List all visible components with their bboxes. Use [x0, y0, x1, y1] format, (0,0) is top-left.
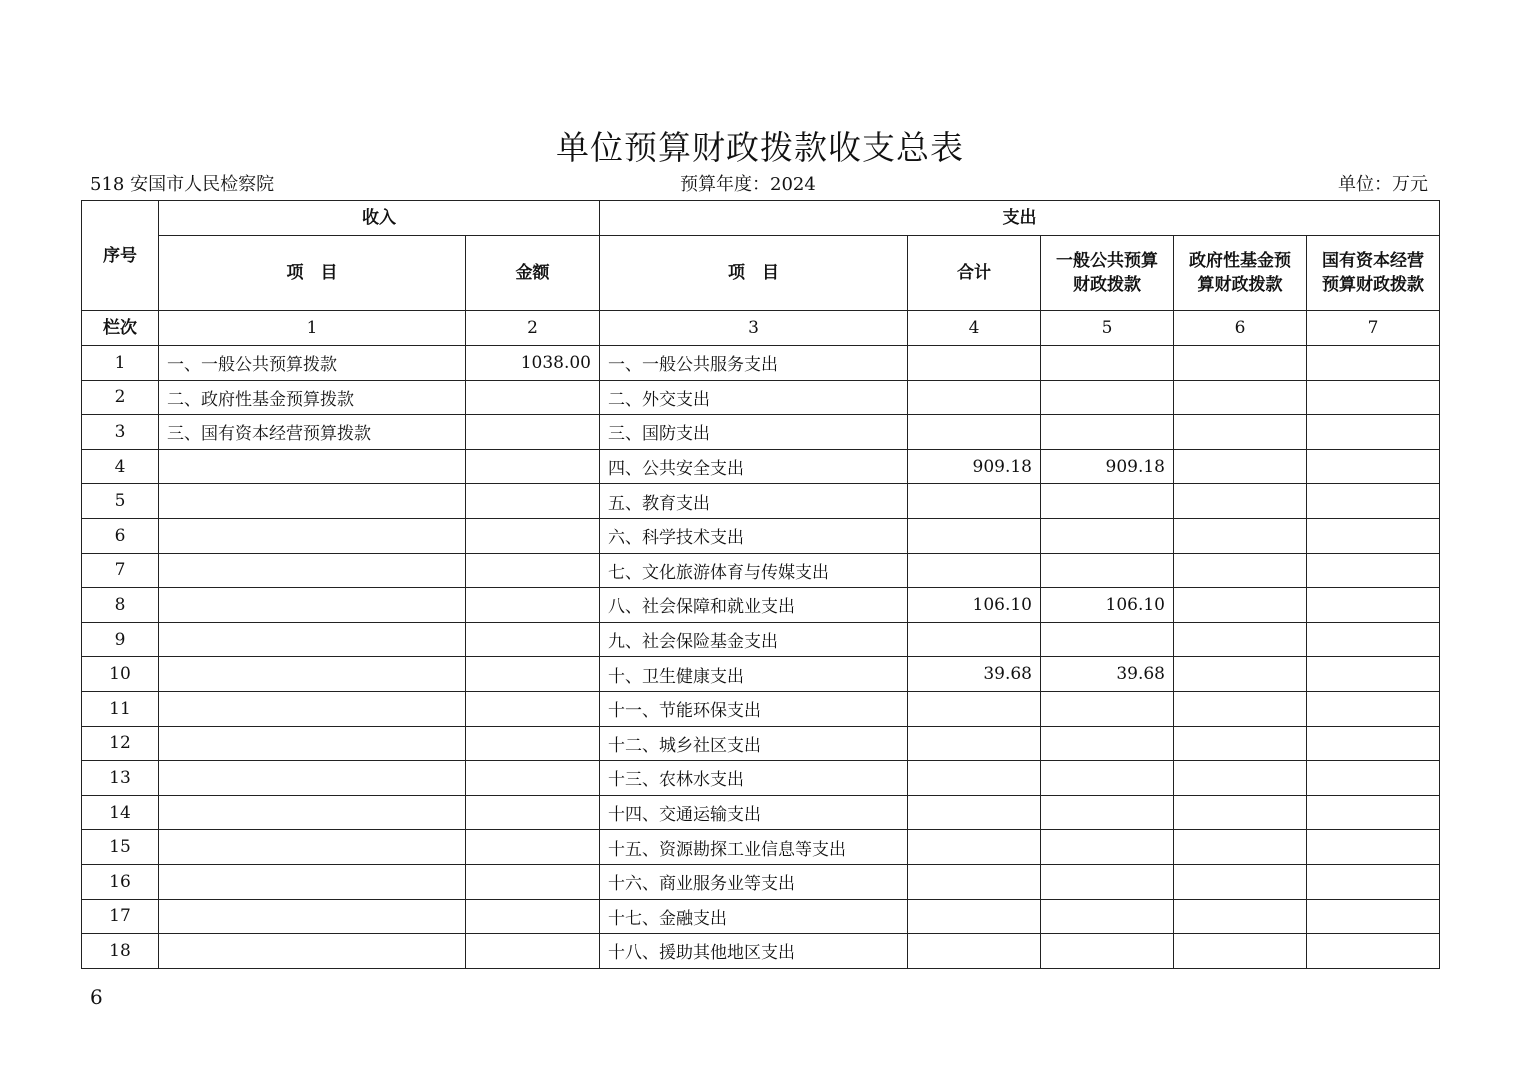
cell-gov-fund: [1174, 726, 1307, 761]
cell-income-amount: [466, 761, 600, 796]
cell-state-capital: [1307, 518, 1440, 553]
cell-state-capital: [1307, 691, 1440, 726]
cell-income-amount: [466, 899, 600, 934]
page-number: 6: [90, 985, 103, 1009]
cell-gov-fund: [1174, 934, 1307, 969]
cell-expense-item: 十七、金融支出: [600, 899, 908, 934]
budget-year: 预算年度：2024: [680, 174, 816, 195]
cell-total: [908, 415, 1041, 450]
cell-total: [908, 899, 1041, 934]
cell-income-item: 二、政府性基金预算拨款: [159, 380, 466, 415]
cell-expense-item: 三、国防支出: [600, 415, 908, 450]
column-index-2: 2: [466, 311, 600, 346]
cell-income-item: [159, 588, 466, 623]
cell-state-capital: [1307, 588, 1440, 623]
cell-gov-fund: [1174, 518, 1307, 553]
cell-seq: 3: [82, 415, 159, 450]
cell-general: 39.68: [1041, 657, 1174, 692]
budget-table: [81, 200, 1440, 969]
header-general: 一般公共预算财政拨款: [1041, 236, 1174, 311]
column-index-1: 1: [159, 311, 466, 346]
header-income-item: 项 目: [159, 236, 466, 311]
cell-general: 106.10: [1041, 588, 1174, 623]
cell-gov-fund: [1174, 899, 1307, 934]
cell-expense-item: 十三、农林水支出: [600, 761, 908, 796]
cell-seq: 11: [82, 691, 159, 726]
table-row: [82, 415, 1440, 450]
cell-state-capital: [1307, 934, 1440, 969]
cell-seq: 8: [82, 588, 159, 623]
cell-seq: 10: [82, 657, 159, 692]
cell-total: [908, 864, 1041, 899]
cell-seq: 16: [82, 864, 159, 899]
currency-unit: 单位：万元: [1338, 174, 1428, 195]
cell-income-item: [159, 830, 466, 865]
cell-general: [1041, 484, 1174, 519]
cell-general: [1041, 622, 1174, 657]
cell-gov-fund: [1174, 346, 1307, 381]
cell-general: 909.18: [1041, 449, 1174, 484]
cell-expense-item: 十一、节能环保支出: [600, 691, 908, 726]
cell-seq: 2: [82, 380, 159, 415]
cell-state-capital: [1307, 380, 1440, 415]
cell-gov-fund: [1174, 761, 1307, 796]
cell-gov-fund: [1174, 449, 1307, 484]
cell-income-item: [159, 622, 466, 657]
cell-state-capital: [1307, 415, 1440, 450]
table-row: [82, 449, 1440, 484]
cell-general: [1041, 553, 1174, 588]
cell-income-item: 三、国有资本经营预算拨款: [159, 415, 466, 450]
table-row: [82, 588, 1440, 623]
cell-general: [1041, 934, 1174, 969]
cell-expense-item: 六、科学技术支出: [600, 518, 908, 553]
header-expense: 支出: [600, 201, 1440, 236]
page-title: 单位预算财政拨款收支总表: [556, 128, 964, 167]
cell-income-item: [159, 518, 466, 553]
cell-income-amount: [466, 830, 600, 865]
cell-gov-fund: [1174, 657, 1307, 692]
cell-seq: 4: [82, 449, 159, 484]
unit-name: 518 安国市人民检察院: [90, 174, 275, 195]
cell-income-item: [159, 864, 466, 899]
cell-income-item: [159, 795, 466, 830]
header-state-capital: 国有资本经营预算财政拨款: [1307, 236, 1440, 311]
cell-general: [1041, 380, 1174, 415]
cell-gov-fund: [1174, 864, 1307, 899]
cell-expense-item: 十、卫生健康支出: [600, 657, 908, 692]
cell-expense-item: 二、外交支出: [600, 380, 908, 415]
cell-expense-item: 十六、商业服务业等支出: [600, 864, 908, 899]
table-row: [82, 380, 1440, 415]
cell-expense-item: 七、文化旅游体育与传媒支出: [600, 553, 908, 588]
cell-seq: 1: [82, 346, 159, 381]
cell-total: [908, 380, 1041, 415]
cell-expense-item: 十八、援助其他地区支出: [600, 934, 908, 969]
table-row: [82, 830, 1440, 865]
cell-income-item: [159, 449, 466, 484]
cell-state-capital: [1307, 795, 1440, 830]
cell-income-amount: [466, 657, 600, 692]
cell-seq: 5: [82, 484, 159, 519]
cell-total: [908, 518, 1041, 553]
cell-income-amount: [466, 553, 600, 588]
cell-state-capital: [1307, 864, 1440, 899]
cell-state-capital: [1307, 899, 1440, 934]
cell-income-amount: [466, 415, 600, 450]
cell-state-capital: [1307, 484, 1440, 519]
cell-gov-fund: [1174, 588, 1307, 623]
cell-state-capital: [1307, 657, 1440, 692]
cell-general: [1041, 795, 1174, 830]
cell-total: [908, 691, 1041, 726]
cell-general: [1041, 761, 1174, 796]
cell-income-amount: [466, 484, 600, 519]
cell-income-item: 一、一般公共预算拨款: [159, 346, 466, 381]
cell-income-amount: [466, 449, 600, 484]
cell-income-amount: [466, 588, 600, 623]
cell-gov-fund: [1174, 553, 1307, 588]
table-body: [82, 346, 1440, 969]
cell-gov-fund: [1174, 795, 1307, 830]
column-index-4: 4: [908, 311, 1041, 346]
cell-seq: 7: [82, 553, 159, 588]
cell-total: [908, 346, 1041, 381]
table-row: [82, 761, 1440, 796]
table-row: [82, 795, 1440, 830]
cell-seq: 18: [82, 934, 159, 969]
cell-income-item: [159, 899, 466, 934]
cell-state-capital: [1307, 449, 1440, 484]
cell-total: [908, 553, 1041, 588]
cell-total: [908, 761, 1041, 796]
cell-total: [908, 795, 1041, 830]
cell-seq: 15: [82, 830, 159, 865]
cell-income-item: [159, 934, 466, 969]
cell-expense-item: 十五、资源勘探工业信息等支出: [600, 830, 908, 865]
cell-state-capital: [1307, 761, 1440, 796]
cell-general: [1041, 899, 1174, 934]
cell-expense-item: 十四、交通运输支出: [600, 795, 908, 830]
table-row: [82, 934, 1440, 969]
cell-income-amount: [466, 934, 600, 969]
header-seq: 序号: [82, 201, 159, 311]
cell-total: 39.68: [908, 657, 1041, 692]
cell-state-capital: [1307, 553, 1440, 588]
table-row: [82, 622, 1440, 657]
cell-income-item: [159, 691, 466, 726]
cell-gov-fund: [1174, 691, 1307, 726]
cell-income-amount: [466, 622, 600, 657]
table-row: [82, 346, 1440, 381]
cell-gov-fund: [1174, 415, 1307, 450]
cell-total: [908, 934, 1041, 969]
cell-seq: 14: [82, 795, 159, 830]
table-row: [82, 899, 1440, 934]
table-row: [82, 726, 1440, 761]
cell-gov-fund: [1174, 830, 1307, 865]
cell-expense-item: 四、公共安全支出: [600, 449, 908, 484]
cell-general: [1041, 691, 1174, 726]
cell-general: [1041, 518, 1174, 553]
cell-total: [908, 622, 1041, 657]
table-row: [82, 553, 1440, 588]
cell-seq: 6: [82, 518, 159, 553]
header-total: 合计: [908, 236, 1041, 311]
cell-income-amount: [466, 691, 600, 726]
cell-expense-item: 九、社会保险基金支出: [600, 622, 908, 657]
header-expense-item: 项 目: [600, 236, 908, 311]
cell-income-item: [159, 553, 466, 588]
table-row: [82, 484, 1440, 519]
cell-total: [908, 830, 1041, 865]
column-index-7: 7: [1307, 311, 1440, 346]
cell-income-item: [159, 726, 466, 761]
column-index-6: 6: [1174, 311, 1307, 346]
cell-general: [1041, 346, 1174, 381]
cell-general: [1041, 864, 1174, 899]
cell-expense-item: 一、一般公共服务支出: [600, 346, 908, 381]
cell-total: 909.18: [908, 449, 1041, 484]
cell-income-item: [159, 484, 466, 519]
cell-total: [908, 484, 1041, 519]
cell-gov-fund: [1174, 380, 1307, 415]
cell-seq: 17: [82, 899, 159, 934]
cell-expense-item: 五、教育支出: [600, 484, 908, 519]
header-income-amount: 金额: [466, 236, 600, 311]
header-income: 收入: [159, 201, 600, 236]
cell-income-amount: 1038.00: [466, 346, 600, 381]
cell-income-amount: [466, 518, 600, 553]
table-row: [82, 518, 1440, 553]
cell-state-capital: [1307, 726, 1440, 761]
cell-income-amount: [466, 795, 600, 830]
cell-general: [1041, 830, 1174, 865]
cell-income-item: [159, 657, 466, 692]
cell-income-amount: [466, 726, 600, 761]
cell-expense-item: 十二、城乡社区支出: [600, 726, 908, 761]
cell-seq: 13: [82, 761, 159, 796]
column-index-5: 5: [1041, 311, 1174, 346]
cell-gov-fund: [1174, 622, 1307, 657]
cell-total: [908, 726, 1041, 761]
table-row: [82, 657, 1440, 692]
cell-state-capital: [1307, 346, 1440, 381]
cell-seq: 9: [82, 622, 159, 657]
column-index-3: 3: [600, 311, 908, 346]
cell-income-amount: [466, 380, 600, 415]
cell-expense-item: 八、社会保障和就业支出: [600, 588, 908, 623]
cell-general: [1041, 415, 1174, 450]
cell-income-item: [159, 761, 466, 796]
table-row: [82, 864, 1440, 899]
table-row: [82, 691, 1440, 726]
cell-gov-fund: [1174, 484, 1307, 519]
cell-state-capital: [1307, 622, 1440, 657]
header-gov-fund: 政府性基金预算财政拨款: [1174, 236, 1307, 311]
column-index-label: 栏次: [82, 311, 159, 346]
cell-general: [1041, 726, 1174, 761]
cell-total: 106.10: [908, 588, 1041, 623]
cell-state-capital: [1307, 830, 1440, 865]
cell-income-amount: [466, 864, 600, 899]
cell-seq: 12: [82, 726, 159, 761]
